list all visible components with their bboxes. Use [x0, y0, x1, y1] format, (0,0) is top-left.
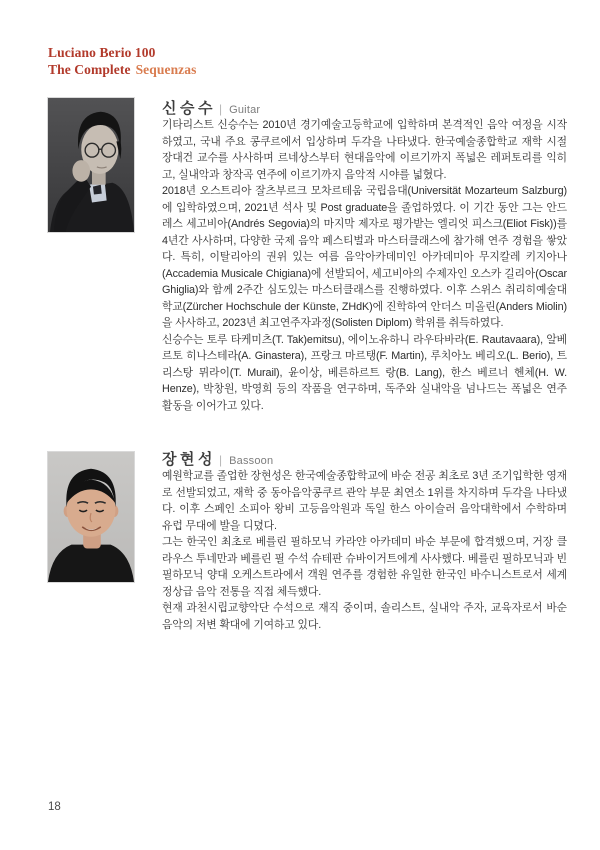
bassoonist-bio-column	[162, 448, 567, 633]
booklet-header	[48, 45, 196, 78]
guitarist-bio-text	[162, 117, 567, 414]
bio-paragraph: 현재 과천시립교향악단 수석으로 재직 중이며, 솔리스트, 실내악 주자, 교육자로서 바순 음악의 저변 확대에 기여하고 있다.	[162, 602, 567, 631]
bassoonist-instrument-label: Bassoon	[229, 455, 274, 467]
guitarist-photo	[47, 97, 135, 233]
guitarist-portrait-illustration	[48, 98, 134, 232]
guitarist-name: 신승수	[162, 100, 216, 117]
profile-section-guitarist	[47, 97, 566, 414]
name-instrument-divider: |	[218, 102, 223, 116]
bassoonist-portrait-illustration	[48, 452, 134, 582]
guitarist-instrument-label: Guitar	[229, 104, 261, 116]
bio-paragraph: 그는 한국인 최초로 베를린 필하모닉 카라얀 아카데미 바순 부문에 합격했으며, 거장 클라우스 투네만과 베를린 필 수석 슈테판 슈바이거트에게 사사했다. 베를린 필하모닉과 빈 필하모닉 양대 오케스트라에서 객원 연주를 경험한 유일한 한국인 바수니스트로서 세계 정상급 음악 전통을 직접 체득했다.	[162, 536, 567, 598]
bassoonist-photo	[47, 451, 135, 583]
bassoonist-bio-text	[162, 468, 567, 633]
bio-paragraph: 신승수는 토루 타케미츠(T. Tak)emitsu), 에이노유하니 라우타바라(E. Rautavaara), 알베르토 히나스테라(A. Ginastera), 프랑크 마르탱(F. Martin), 루치아노 베리오(L. Berio), 트리스탕 뮈라이(T. Murail), 윤이상, 베른하르트 랑(B. Lang), 한스 베르너 헨체(H. W. Henze), 박창원, 박영희 등의 작품을 연구하며, 독주와 실내악을 넘나드는 폭넓은 연주 활동을 이어가고 있다.	[162, 333, 567, 412]
profile-section-bassoonist	[47, 448, 566, 633]
header-title-line1: Luciano Berio 100	[48, 45, 156, 60]
header-title-line2	[48, 62, 196, 79]
name-instrument-divider: |	[218, 453, 223, 467]
guitarist-name-row	[162, 97, 567, 117]
page-number: 18	[48, 801, 61, 813]
bio-paragraph: 2018년 오스트리아 잘츠부르크 모차르테움 국립음대(Universität Mozarteum Salzburg)에 입학하였으며, 2021년 석사 및 Post graduate을 졸업하였다. 이 기간 동안 그는 안드레스 세고비아(Andrés Segovia)의 마지막 제자로 평가받는 엘리엇 피스크(Eliot Fisk))를 4년간 사사하며, 다양한 국제 음악 페스티벌과 마스터클래스에 참가해 연주 경험을 쌓았다. 특히, 이탈리아의 권위 있는 여름 음악아카데미인 아카데미아 무지칼레 키지아나(Accademia Musicale Chigiana)에 선발되어, 세고비아의 수제자인 오스카 길리아(Oscar Ghiglia)와 함께 2주간 심도있는 마스터클래스를 진행하였다. 이후 스위스 취리히예술대학교(Zürcher Hochschule der Künste, ZHdK)에 진학하여 안더스 미올린(Anders Miolin)을 사사하고, 2023년 최고연주자과정(Solisten Diplom) 학위를 취득하였다.	[162, 185, 567, 329]
bassoonist-name-row	[162, 448, 567, 468]
header-title-line2-orange: Sequenzas	[135, 61, 197, 77]
bio-paragraph: 예원학교를 졸업한 장현성은 한국예술종합학교에 바순 전공 최초로 3년 조기입학한 영재로 선발되었고, 재학 중 동아음악콩쿠르 관악 부문 최연소 1위를 차지하며 두각을 나타냈다. 이후 스페인 소피아 왕비 고등음악원과 독일 한스 아이슬러 음악대학에서 수학하며 유럽 무대에 발을 디뎠다.	[162, 470, 567, 532]
bio-paragraph: 기타리스트 신승수는 2010년 경기예술고등학교에 입학하며 본격적인 음악 여정을 시작하였고, 국내 주요 콩쿠르에서 입상하며 두각을 나타냈다. 한국예술종합학교 재학 시절 장대건 교수를 사사하며 르네상스부터 현대음악에 이르기까지 폭넓은 레퍼토리를 익히고, 실내악과 창작곡 연주에 이르기까지 음악적 시야를 넓혔다.	[162, 119, 567, 181]
header-title-line2-red: The Complete	[48, 61, 131, 77]
bassoonist-name: 장현성	[162, 451, 216, 468]
guitarist-bio-column	[162, 97, 567, 414]
